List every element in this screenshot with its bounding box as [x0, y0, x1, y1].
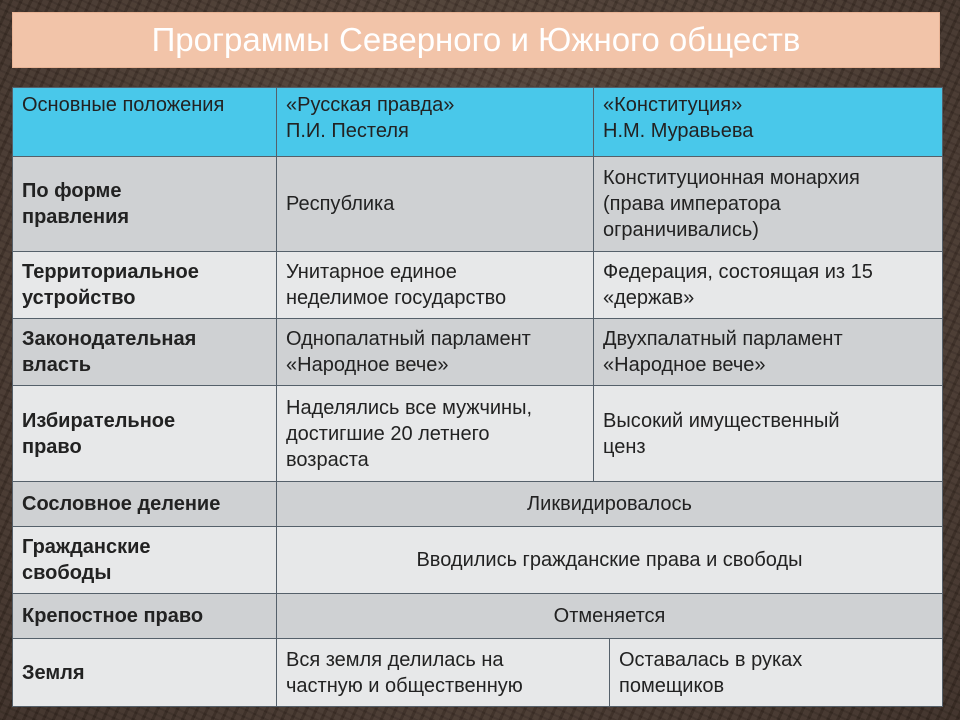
cell-pestel: Унитарное единое неделимое государство: [277, 252, 594, 319]
slide-title: Программы Северного и Южного обществ: [12, 12, 940, 68]
cell-muravyov: Конституционная монархия (права императора ограничивались): [594, 157, 943, 252]
header-konstitutsiya: «Конституция» Н.М. Муравьева: [594, 88, 943, 157]
table-row: [13, 527, 943, 594]
row-label: Крепостное право: [13, 594, 277, 639]
cell-pestel: Вся земля делилась на частную и общественную: [277, 639, 610, 707]
table-row: [13, 594, 943, 639]
table-row: [13, 157, 943, 252]
row-label: Территориальное устройство: [13, 252, 277, 319]
table-header-row: [13, 88, 943, 157]
cell-muravyov: Высокий имущественный ценз: [594, 386, 943, 482]
table-row: [13, 639, 943, 707]
header-main-points: Основные положения: [13, 88, 277, 157]
row-label: Законодательная власть: [13, 319, 277, 386]
cell-merged: Ликвидировалось: [277, 482, 943, 527]
table-row: [13, 386, 943, 482]
cell-pestel: Наделялись все мужчины, достигшие 20 летнего возраста: [277, 386, 594, 482]
table-row: [13, 319, 943, 386]
table-row: [13, 252, 943, 319]
table-row: [13, 482, 943, 527]
cell-merged: Вводились гражданские права и свободы: [277, 527, 943, 594]
row-label: Сословное деление: [13, 482, 277, 527]
row-label: Гражданские свободы: [13, 527, 277, 594]
cell-merged: Отменяется: [277, 594, 943, 639]
header-russkaya-pravda: «Русская правда» П.И. Пестеля: [277, 88, 594, 157]
cell-muravyov: Двухпалатный парламент «Народное вече»: [594, 319, 943, 386]
row-label: Избирательное право: [13, 386, 277, 482]
cell-pestel: Республика: [277, 157, 594, 252]
programs-table: [12, 87, 943, 707]
cell-pestel: Однопалатный парламент «Народное вече»: [277, 319, 594, 386]
cell-muravyov: Федерация, состоящая из 15 «держав»: [594, 252, 943, 319]
row-label: По форме правления: [13, 157, 277, 252]
row-label: Земля: [13, 639, 277, 707]
cell-muravyov: Оставалась в руках помещиков: [610, 639, 943, 707]
